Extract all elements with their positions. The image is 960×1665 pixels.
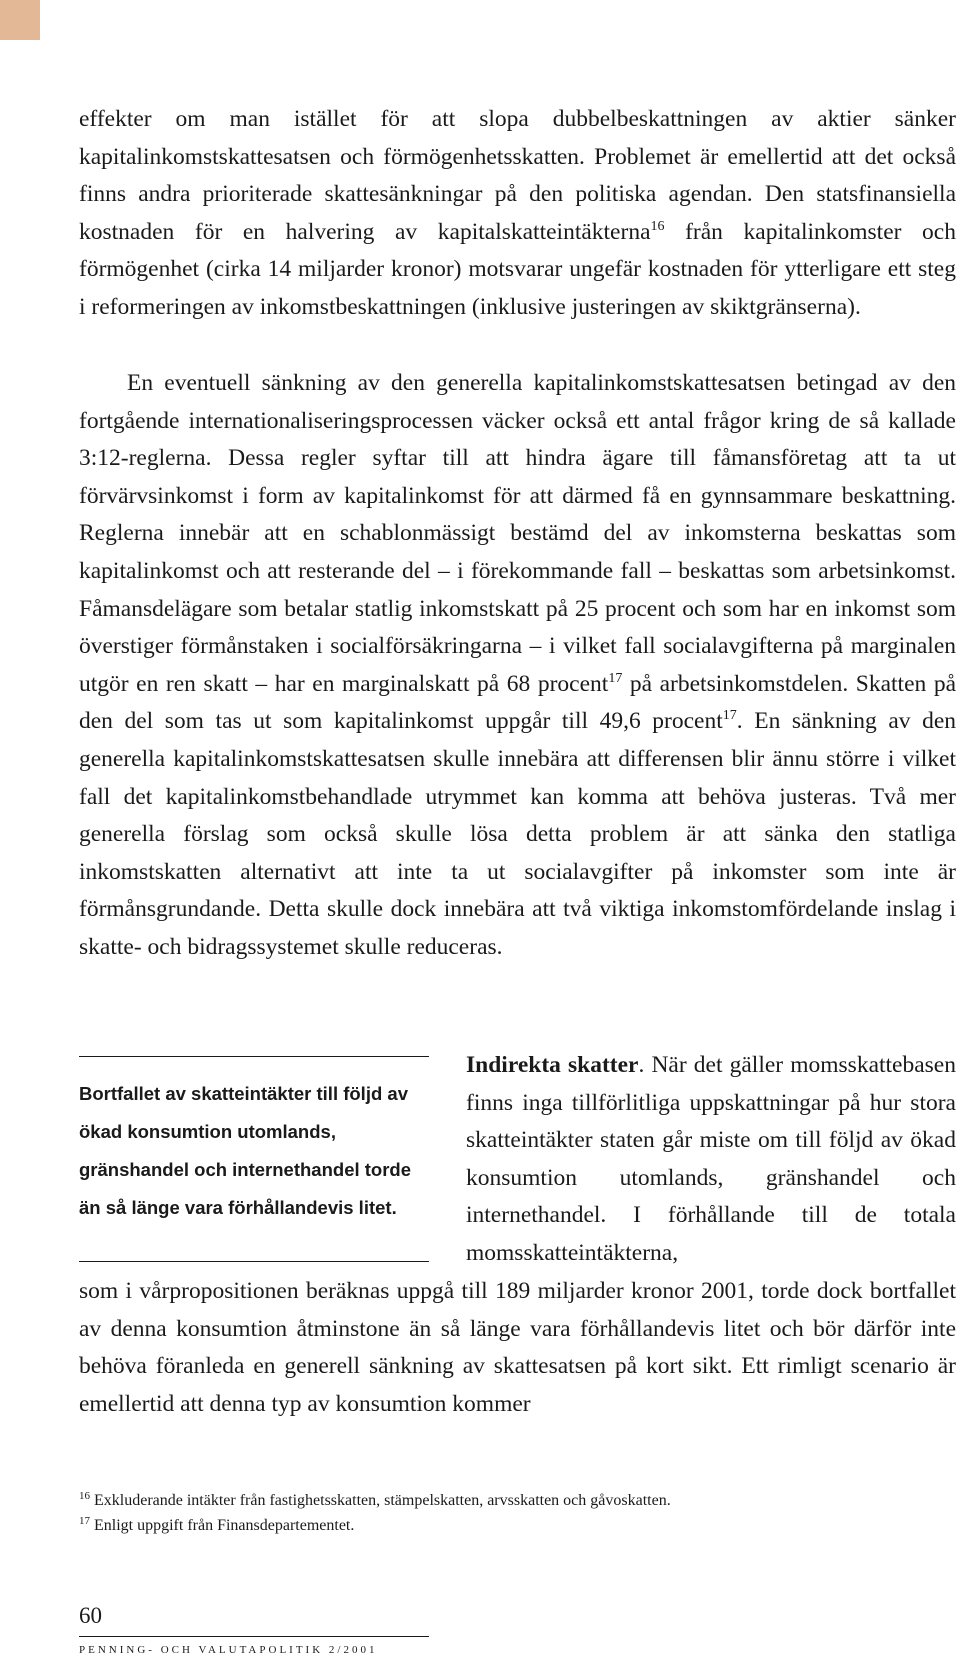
footnote-text: Enligt uppgift från Finansdepartementet. xyxy=(90,1517,355,1534)
footnotes xyxy=(79,1488,956,1538)
footnote-ref-17b[interactable]: 17 xyxy=(722,708,737,724)
footnote-16 xyxy=(79,1488,956,1513)
paragraph-3-text: . När det gäller momsskattebasen finns inga tillförlitliga uppskattningar på hur stora skatteintäkter staten går miste om till följd av ökad konsumtion utomlands, gränshandel och internethandel. I förhållande till de totala momsskatteintäkterna, xyxy=(466,1052,956,1266)
paragraph-1-text-cont: från kapitalinkomster och förmögenhet (cirka 14 miljarder kronor) motsvarar ungefär kostnaden för ytterligare ett steg i reformeringen av inkomstbeskattningen (inklusive justeringen av skiktgränserna). xyxy=(79,218,956,320)
paragraph-2-text-cont: på arbetsinkomstdelen. Skatten på den del som tas ut som kapitalinkomst uppgår till 49,6 procent xyxy=(79,670,956,735)
corner-color-mark xyxy=(0,0,40,40)
paragraph-1-text: effekter om man istället för att slopa dubbelbeskattningen av aktier sänker kapitalinkomstskattesatsen och förmögenhetsskatten. Problemet är emellertid att det också finns andra prioriterade skattesänkningar på den politiska agendan. Den statsfinansiella kostnaden för en halvering av kapitalskatteintäkterna xyxy=(79,106,956,245)
body-paragraph-3 xyxy=(466,1047,956,1273)
section-heading-indirekta-skatter: Indirekta skatter xyxy=(466,1052,639,1078)
paragraph-2-text: En eventuell sänkning av den generella kapitalinkomstskattesatsen betingad av den fortgående internationaliseringsprocessen väcker också ett antal frågor kring de så kallade 3:12-reglerna. Dessa regler syftar till att hindra ägare till fåmansföretag att ta ut förvärvsinkomst i form av kapitalinkomst för att därmed få en gynnsammare beskattning. Reglerna innebär att en schablonmässigt bestämd del av inkomsterna beskattas som kapitalinkomst och att resterande del – i förekommande fall – beskattas som arbetsinkomst. Fåmansdelägare som betalar statlig inkomstskatt på 25 procent och som har en inkomst som överstiger förmånstaken i socialförsäkringarna – i vilket fall socialavgifterna på marginalen utgör en ren skatt – har en marginalskatt på 68 procent xyxy=(79,370,956,697)
footnote-ref-17a[interactable]: 17 xyxy=(608,670,623,686)
paragraph-2-text-end: . En sänkning av den generella kapitalinkomstskattesatsen skulle innebära att differensen blir ännu större i vilket fall det kapitalinkomstbehandlade utrymmet kan komma att behöva justeras. Två mer generella förslag som också skulle lösa detta problem är att sänka den statliga inkomstskatten alternativt att inte ta ut socialavgifter på inkomster som inte är förmånsgrundande. Detta skulle dock innebära att två viktiga inkomstomfördelande inslag i skatte- och bidragssystemet skulle reduceras. xyxy=(79,708,957,960)
body-paragraph-4: som i vårpropositionen beräknas uppgå till 189 miljarder kronor 2001, torde dock bortfallet av denna konsumtion åtminstone än så länge vara förhållandevis litet och bör därför inte behöva föranleda en generell sänkning av skattesatsen på kort sikt. Ett rimligt scenario är emellertid att denna typ av konsumtion kommer xyxy=(79,1278,956,1417)
page-number: 60 xyxy=(79,1603,102,1628)
footnote-number: 17 xyxy=(79,1515,90,1527)
running-footer: PENNING- OCH VALUTAPOLITIK 2/2001 xyxy=(79,1644,378,1656)
footnote-ref-16[interactable]: 16 xyxy=(650,218,665,234)
footnote-text: Exkluderande intäkter från fastighetsskatten, stämpelskatten, arvsskatten och gåvoskatten. xyxy=(90,1492,671,1509)
pull-quote-text: Bortfallet av skatteintäkter till följd av ökad konsumtion utomlands, gränshandel och internethandel torde än så länge vara förhållandevis litet. xyxy=(79,1083,412,1218)
footnote-number: 16 xyxy=(79,1490,90,1502)
footer-rule xyxy=(79,1636,429,1637)
body-paragraph-2 xyxy=(79,365,956,967)
footnote-17 xyxy=(79,1513,956,1538)
pull-quote-box xyxy=(79,1056,429,1262)
body-paragraph-1 xyxy=(79,101,956,327)
